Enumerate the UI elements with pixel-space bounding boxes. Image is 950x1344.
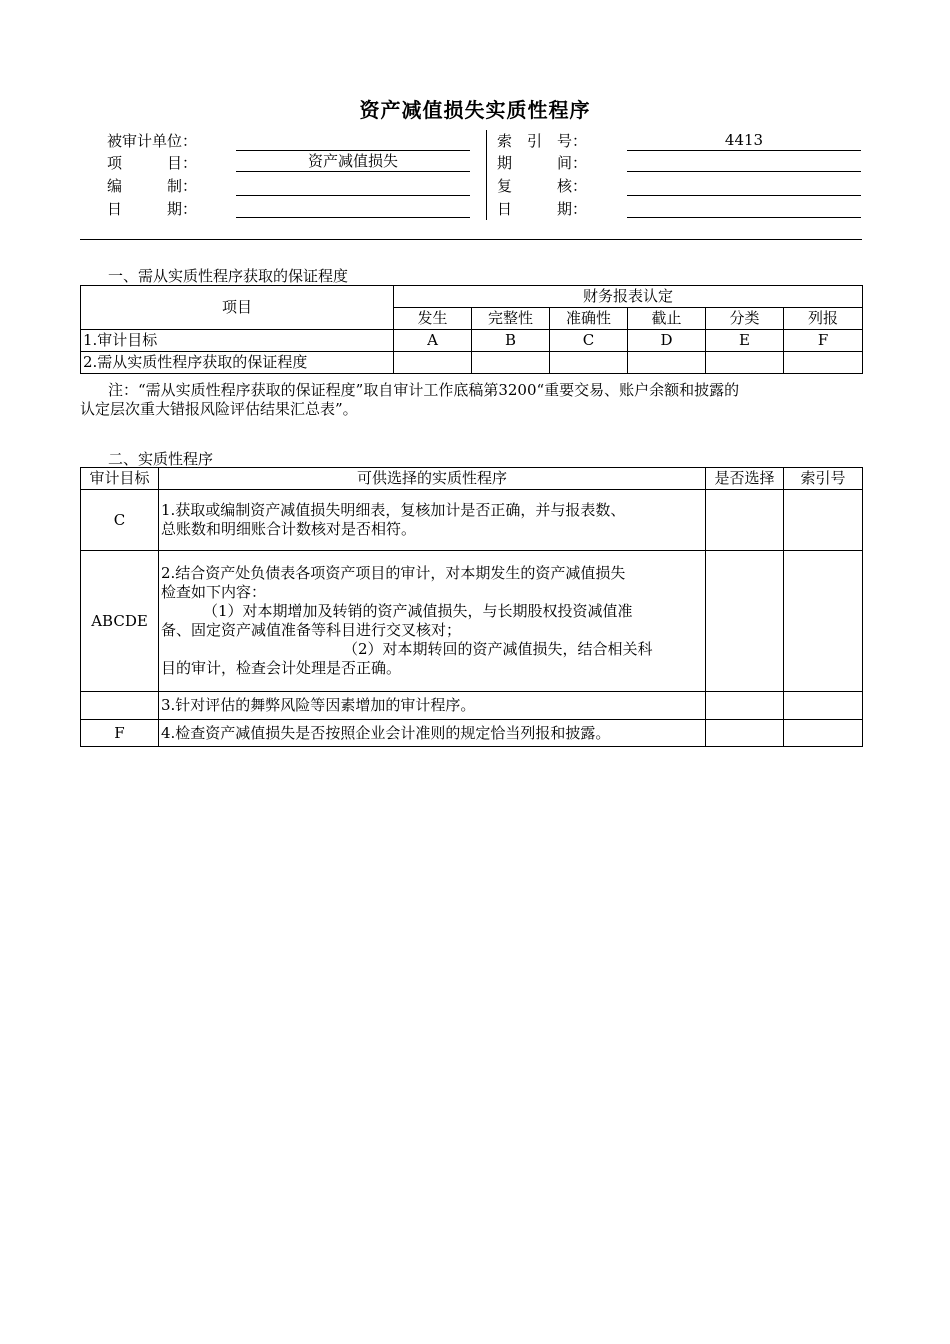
selected-cell[interactable]	[706, 551, 784, 692]
table-row	[81, 692, 863, 720]
assurance-cell[interactable]	[394, 352, 472, 374]
objective-cell: F	[81, 720, 159, 747]
assurance-cell[interactable]	[628, 352, 706, 374]
objective-cell: B	[472, 330, 550, 352]
objective-cell: C	[550, 330, 628, 352]
assurance-cell[interactable]	[472, 352, 550, 374]
assertion-classification: 分类	[706, 308, 784, 330]
selected-cell[interactable]	[706, 692, 784, 720]
index-no-field[interactable]: 4413	[627, 131, 861, 151]
note-line-1: 注：“需从实质性程序获取的保证程度”取自审计工作底稿第3200“重要交易、账户余额和披露的	[108, 381, 740, 399]
procedure-cell	[159, 490, 706, 551]
assertion-accuracy: 准确性	[550, 308, 628, 330]
procedure-line: 4.检查资产减值损失是否按照企业会计准则的规定恰当列报和披露。	[161, 723, 611, 742]
procedure-line: （1）对本期增加及转销的资产减值损失，与长期股权投资减值准	[203, 602, 633, 620]
objective-cell	[81, 692, 159, 720]
procedure-line: 目的审计，检查会计处理是否正确。	[161, 659, 402, 677]
table-row	[81, 551, 863, 692]
assurance-cell[interactable]	[550, 352, 628, 374]
procedure-line: 总账数和明细账合计数核对是否相符。	[161, 520, 417, 538]
assertion-occurrence: 发生	[394, 308, 472, 330]
period-field[interactable]	[627, 152, 861, 172]
procedure-line: 2.结合资产处负债表各项资产项目的审计，对本期发生的资产减值损失	[161, 564, 626, 582]
audited-unit-field[interactable]	[236, 131, 470, 151]
reviewed-by-field[interactable]	[627, 176, 861, 196]
date-right-field[interactable]	[627, 198, 861, 218]
assertion-cutoff: 截止	[628, 308, 706, 330]
assurance-cell[interactable]	[784, 352, 863, 374]
col-index-header: 索引号	[784, 468, 863, 490]
row-label: 2.需从实质性程序获取的保证程度	[81, 352, 394, 374]
header-label-item: 项 目：	[107, 154, 198, 172]
index-cell[interactable]	[784, 692, 863, 720]
procedure-line: 3.针对评估的舞弊风险等因素增加的审计程序。	[161, 696, 476, 714]
procedure-line: 检查如下内容：	[161, 583, 267, 601]
header-label-date-left: 日 期：	[107, 200, 198, 218]
table-row	[81, 720, 863, 747]
date-left-field[interactable]	[236, 198, 470, 218]
col-selected-header: 是否选择	[706, 468, 784, 490]
objective-cell: A	[394, 330, 472, 352]
header-label-reviewed-by: 复 核：	[497, 177, 588, 195]
selected-cell[interactable]	[706, 720, 784, 747]
section2-heading: 二、实质性程序	[108, 450, 214, 468]
procedure-line: （2）对本期转回的资产减值损失，结合相关科	[343, 640, 653, 658]
objective-cell: D	[628, 330, 706, 352]
index-cell[interactable]	[784, 720, 863, 747]
header-divider	[486, 130, 487, 220]
item-field[interactable]: 资产减值损失	[236, 152, 470, 172]
header-label-period: 期 间：	[497, 154, 588, 172]
table-row	[81, 330, 863, 352]
procedure-line: 备、固定资产减值准备等科目进行交叉核对；	[161, 621, 462, 639]
row-label: 1.审计目标	[81, 330, 394, 352]
table-row	[81, 490, 863, 551]
objective-cell: E	[706, 330, 784, 352]
objective-cell: F	[784, 330, 863, 352]
assertion-presentation: 列报	[784, 308, 863, 330]
index-cell[interactable]	[784, 490, 863, 551]
procedure-cell	[159, 720, 706, 747]
selected-cell[interactable]	[706, 490, 784, 551]
note-line-2: 认定层次重大错报风险评估结果汇总表”。	[80, 400, 358, 418]
procedure-cell	[159, 692, 706, 720]
prepared-by-field[interactable]	[236, 176, 470, 196]
index-cell[interactable]	[784, 551, 863, 692]
assurance-table	[80, 285, 863, 374]
procedure-line: 1.获取或编制资产减值损失明细表，复核加计是否正确，并与报表数、	[161, 501, 626, 519]
table-row	[81, 352, 863, 374]
col-assertions-header: 财务报表认定	[394, 286, 863, 308]
header-label-prepared-by: 编 制：	[107, 177, 198, 195]
header-label-index-no: 索 引 号：	[497, 132, 588, 150]
header-separator	[80, 239, 862, 240]
header-label-audited-unit: 被审计单位：	[107, 132, 198, 150]
col-item-header: 项目	[81, 286, 394, 330]
objective-cell: ABCDE	[81, 551, 159, 692]
col-procedure-header: 可供选择的实质性程序	[159, 468, 706, 490]
section1-heading: 一、需从实质性程序获取的保证程度	[108, 267, 349, 285]
page-title: 资产减值损失实质性程序	[359, 98, 591, 122]
header-label-date-right: 日 期：	[497, 200, 588, 218]
objective-cell: C	[81, 490, 159, 551]
col-objective-header: 审计目标	[81, 468, 159, 490]
procedure-cell	[159, 551, 706, 692]
assertion-completeness: 完整性	[472, 308, 550, 330]
procedures-table	[80, 467, 863, 747]
assurance-cell[interactable]	[706, 352, 784, 374]
